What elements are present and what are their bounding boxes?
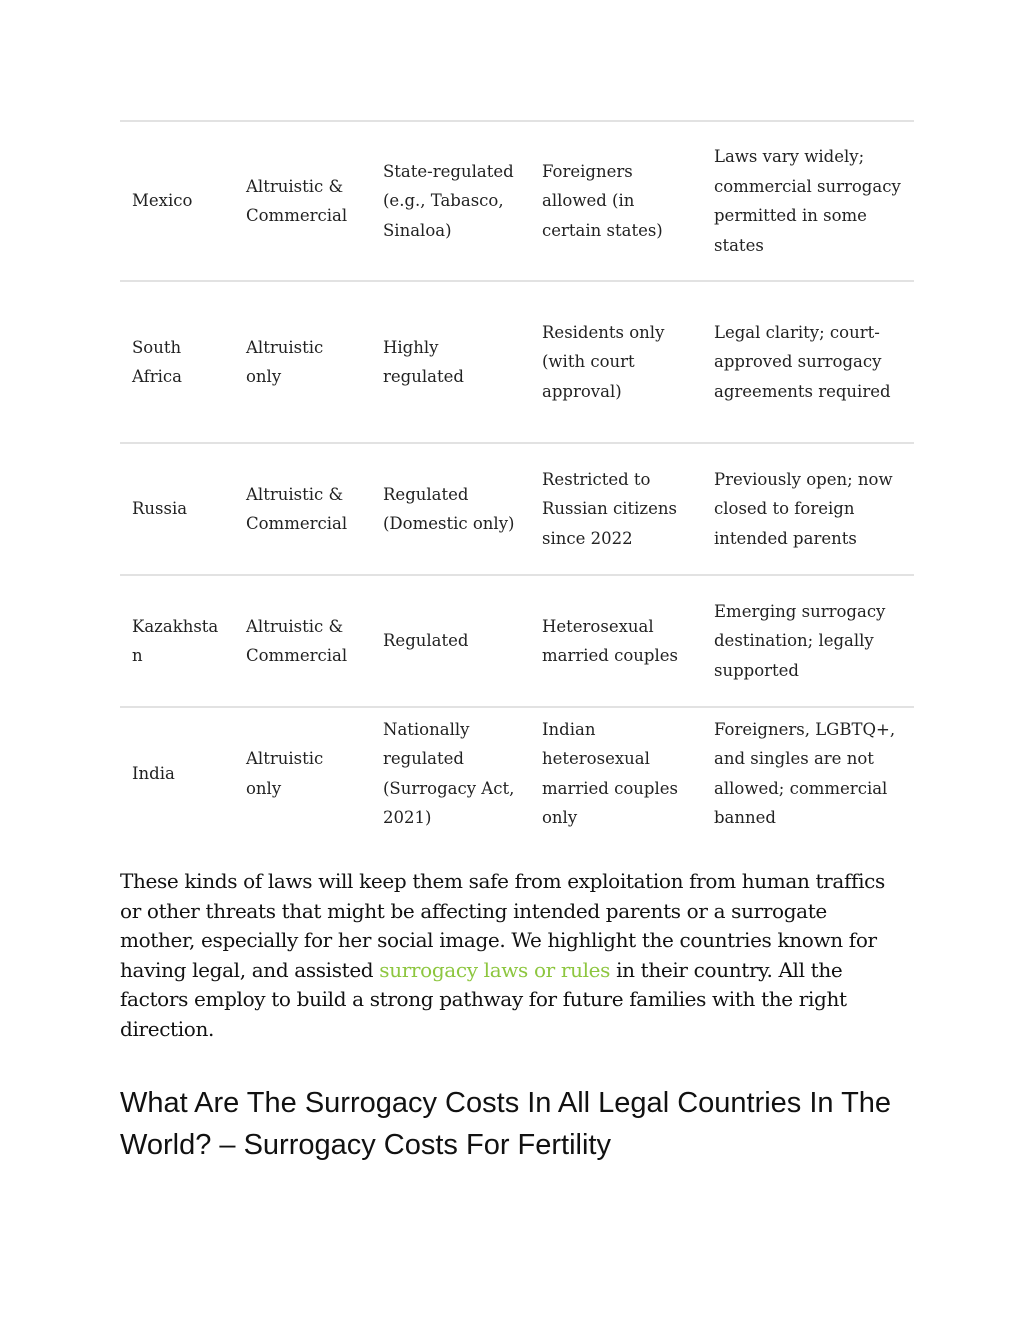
eligibility-cell: Indian heterosexual married couples only <box>542 719 678 827</box>
table-row <box>120 281 914 443</box>
notes-cell: Laws vary widely; commercial surrogacy permitted in some states <box>714 147 901 255</box>
country-cell: India <box>132 763 175 783</box>
country-cell: Kazakhstan <box>132 616 219 665</box>
country-cell: South Africa <box>132 337 182 386</box>
eligibility-cell: Residents only (with court approval) <box>542 322 665 401</box>
notes-cell: Legal clarity; court-approved surrogacy agreements required <box>714 322 891 401</box>
paragraph-text-before-link: These kinds of laws will keep them safe from exploitation from human traffics or other threats that might be affecting intended parents or a surrogate mother, especially for her social image. We highlight the countries known for having legal, and assisted <box>120 869 885 982</box>
country-cell: Mexico <box>132 191 193 211</box>
regulation-cell: Nationally regulated (Surrogacy Act, 2021) <box>383 719 515 827</box>
regulation-cell: Regulated <box>383 631 469 651</box>
eligibility-cell: Foreigners allowed (in certain states) <box>542 161 663 240</box>
eligibility-cell: Heterosexual married couples <box>542 616 678 665</box>
article-content <box>120 120 904 1166</box>
eligibility-cell: Restricted to Russian citizens since 2022 <box>542 469 677 548</box>
table-row <box>120 443 914 575</box>
table-row <box>120 707 914 839</box>
surrogacy-laws-table <box>120 120 914 839</box>
surrogacy-type-cell: Altruistic & Commercial <box>246 616 348 665</box>
surrogacy-laws-link[interactable]: surrogacy laws or rules <box>379 957 611 982</box>
surrogacy-type-cell: Altruistic only <box>246 337 324 386</box>
section-heading: What Are The Surrogacy Costs In All Legal Countries In The World? – Surrogacy Costs For Fertility <box>120 1087 892 1161</box>
table-row <box>120 121 914 281</box>
paragraph-text-after-link: in their country. All the factors employ to build a strong pathway for future families with the right direction. <box>120 957 847 1041</box>
regulation-cell: State-regulated (e.g., Tabasco, Sinaloa) <box>383 161 514 240</box>
table-row <box>120 575 914 707</box>
body-paragraph <box>120 867 904 1044</box>
regulation-cell: Regulated (Domestic only) <box>383 484 515 533</box>
surrogacy-type-cell: Altruistic only <box>246 749 324 798</box>
regulation-cell: Highly regulated <box>383 337 464 386</box>
surrogacy-type-cell: Altruistic & Commercial <box>246 484 348 533</box>
surrogacy-type-cell: Altruistic & Commercial <box>246 176 348 225</box>
notes-cell: Previously open; now closed to foreign intended parents <box>714 469 893 548</box>
country-cell: Russia <box>132 499 188 519</box>
notes-cell: Foreigners, LGBTQ+, and singles are not allowed; commercial banned <box>714 719 896 827</box>
notes-cell: Emerging surrogacy destination; legally supported <box>714 601 886 680</box>
